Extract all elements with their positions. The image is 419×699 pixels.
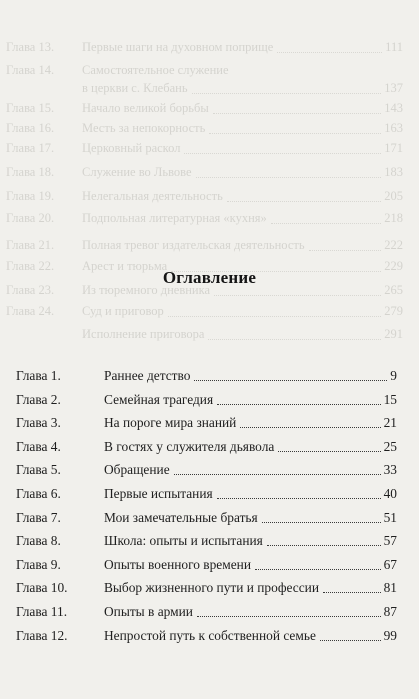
- chapter-label: Глава 5.: [16, 462, 61, 478]
- page-number: 99: [383, 627, 397, 643]
- chapter-title: Обращение: [104, 462, 170, 478]
- dot-leader: [240, 427, 381, 428]
- bleed-through-page: 218: [384, 211, 403, 225]
- bleed-through-page: 291: [384, 327, 403, 341]
- bleed-through-title: Служение во Львове: [82, 165, 192, 179]
- bleed-through-leader: [209, 133, 381, 134]
- bleed-through-leader: [271, 223, 381, 224]
- chapter-label: Глава 12.: [16, 627, 68, 643]
- bleed-through-row: [0, 211, 419, 227]
- dot-leader: [262, 522, 381, 523]
- bleed-through-leader: [184, 153, 381, 154]
- page-number: 51: [383, 509, 397, 525]
- page-number: 57: [383, 533, 397, 549]
- bleed-through-label: Глава 17.: [6, 141, 55, 155]
- bleed-through-leader: [192, 93, 381, 94]
- chapter-label: Глава 3.: [16, 415, 61, 431]
- bleed-through-title: в церкви с. Клебань: [82, 81, 188, 95]
- dot-leader: [217, 498, 381, 499]
- page-number: 81: [383, 580, 397, 596]
- dot-leader: [323, 592, 381, 593]
- chapter-title: В гостях у служителя дьявола: [104, 438, 275, 454]
- page-number: 40: [383, 486, 397, 501]
- bleed-through-leader: [277, 52, 382, 53]
- toc-entry: [0, 437, 419, 457]
- toc-entry: [0, 531, 419, 551]
- page-number: 15: [383, 391, 397, 407]
- bleed-through-label: Глава 22.: [6, 259, 55, 273]
- dot-leader: [174, 474, 381, 475]
- chapter-label: Глава 9.: [16, 556, 61, 572]
- bleed-through-page: 279: [384, 304, 403, 318]
- chapter-label: Глава 7.: [16, 509, 61, 525]
- dot-leader: [267, 545, 381, 546]
- bleed-through-leader: [227, 201, 381, 202]
- bleed-through-leader: [213, 113, 381, 114]
- chapter-title: Непростой путь к собственной семье: [104, 627, 316, 643]
- bleed-through-row: [0, 304, 419, 320]
- toc-entry: [0, 366, 419, 386]
- bleed-through-page: 163: [384, 121, 403, 135]
- bleed-through-leader: [214, 295, 381, 296]
- toc-entry: [0, 555, 419, 575]
- bleed-through-page: 171: [384, 141, 403, 155]
- bleed-through-row: [0, 63, 419, 79]
- bleed-through-page: 137: [384, 81, 403, 95]
- bleed-through-title: Месть за непокорность: [82, 121, 206, 135]
- bleed-through-row: [0, 327, 419, 343]
- bleed-through-leader: [196, 177, 381, 178]
- bleed-through-leader: [309, 250, 381, 251]
- bleed-through-label: Глава 24.: [6, 304, 55, 318]
- toc-entry: [0, 413, 419, 433]
- bleed-through-leader: [208, 339, 381, 340]
- chapter-title: Первые испытания: [104, 486, 213, 501]
- bleed-through-page: 111: [385, 40, 403, 54]
- bleed-through-page: 229: [384, 259, 403, 273]
- toc-entry: [0, 460, 419, 480]
- bleed-through-title: Полная тревог издательская деятельность: [82, 238, 305, 252]
- dot-leader: [255, 569, 381, 570]
- toc-entry: [0, 626, 419, 646]
- bleed-through-title: Первые шаги на духовном поприще: [82, 40, 274, 54]
- chapter-label: Глава 11.: [16, 604, 68, 619]
- bleed-through-title: Суд и приговор: [82, 304, 164, 318]
- page-number: 87: [383, 604, 397, 619]
- chapter-title: На пороге мира знаний: [104, 415, 237, 431]
- bleed-through-label: Глава 20.: [6, 211, 55, 225]
- page-number: 25: [383, 438, 397, 454]
- bleed-through-label: Глава 21.: [6, 238, 55, 252]
- toc-entry: [0, 508, 419, 528]
- chapter-title: Школа: опыты и испытания: [104, 533, 263, 549]
- dot-leader: [217, 404, 381, 405]
- bleed-through-page: 265: [384, 283, 403, 297]
- toc-entry: [0, 390, 419, 410]
- bleed-through-row: [0, 101, 419, 117]
- bleed-through-title: Нелегальная деятельность: [82, 189, 223, 203]
- bleed-through-label: Глава 18.: [6, 165, 55, 179]
- page-number: 21: [383, 415, 397, 431]
- bleed-through-title: Церковный раскол: [82, 141, 181, 155]
- dot-leader: [194, 380, 387, 381]
- page-number: 9: [390, 368, 397, 383]
- chapter-title: Выбор жизненного пути и профессии: [104, 580, 319, 596]
- bleed-through-row: [0, 81, 419, 97]
- bleed-through-title: Самостоятельное служение: [82, 63, 229, 77]
- bleed-through-row: [0, 121, 419, 137]
- toc-entry: [0, 602, 419, 622]
- bleed-through-title: Подпольная литературная «кухня»: [82, 211, 267, 225]
- dot-leader: [320, 640, 381, 641]
- bleed-through-row: [0, 165, 419, 181]
- toc-entry: [0, 578, 419, 598]
- bleed-through-title: Исполнение приговора: [82, 327, 205, 341]
- chapter-title: Мои замечательные братья: [104, 509, 258, 525]
- bleed-through-page: 205: [384, 189, 403, 203]
- chapter-title: Семейная трагедия: [104, 391, 214, 407]
- bleed-through-label: Глава 13.: [6, 40, 55, 54]
- chapter-label: Глава 2.: [16, 391, 61, 407]
- bleed-through-leader: [168, 316, 381, 317]
- bleed-through-label: Глава 15.: [6, 101, 55, 115]
- chapter-title: Опыты в армии: [104, 604, 193, 619]
- chapter-label: Глава 4.: [16, 438, 61, 454]
- page-number: 67: [383, 556, 397, 572]
- chapter-label: Глава 10.: [16, 580, 68, 596]
- bleed-through-page: 143: [384, 101, 403, 115]
- bleed-through-title: Арест и тюрьма: [82, 259, 168, 273]
- bleed-through-row: [0, 238, 419, 254]
- page-number: 33: [383, 462, 397, 478]
- chapter-label: Глава 8.: [16, 533, 61, 549]
- bleed-through-label: Глава 14.: [6, 63, 55, 77]
- page-title: Оглавление: [162, 268, 257, 287]
- bleed-through-title: Из тюремного дневника: [82, 283, 211, 297]
- dot-leader: [278, 451, 381, 452]
- bleed-through-title: Начало великой борьбы: [82, 101, 209, 115]
- bleed-through-label: Глава 23.: [6, 283, 55, 297]
- bleed-through-label: Глава 19.: [6, 189, 55, 203]
- bleed-through-row: [0, 40, 419, 56]
- bleed-through-page: 222: [384, 238, 403, 252]
- chapter-title: Опыты военного времени: [104, 556, 252, 572]
- bleed-through-page: 183: [384, 165, 403, 179]
- chapter-title: Раннее детство: [104, 368, 191, 383]
- chapter-label: Глава 6.: [16, 486, 61, 501]
- bleed-through-row: [0, 141, 419, 157]
- dot-leader: [197, 616, 381, 617]
- bleed-through-row: [0, 189, 419, 205]
- toc-entry: [0, 484, 419, 504]
- chapter-label: Глава 1.: [16, 368, 61, 383]
- bleed-through-label: Глава 16.: [6, 121, 55, 135]
